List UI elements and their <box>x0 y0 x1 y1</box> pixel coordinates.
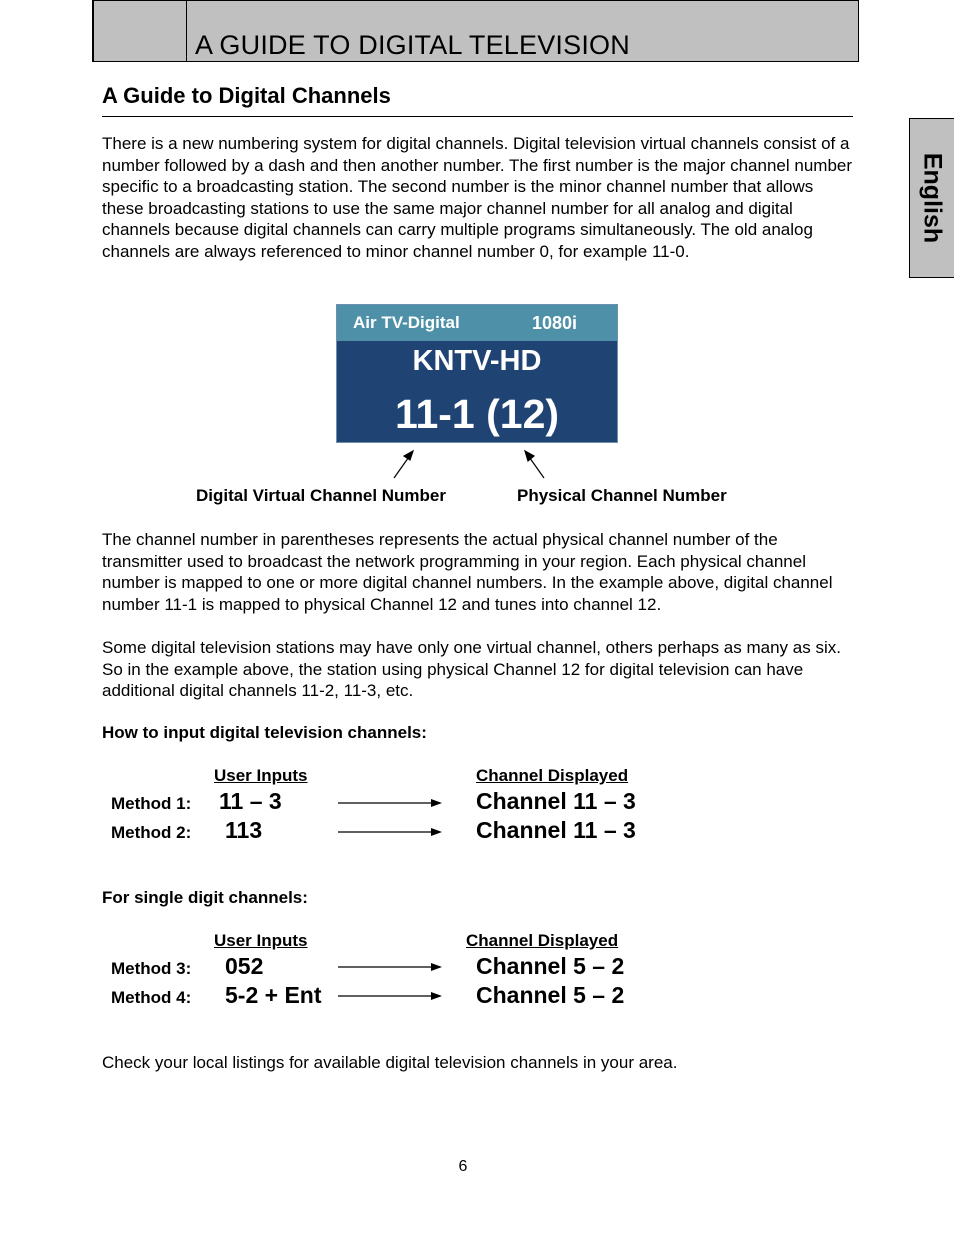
method-4-output: Channel 5 – 2 <box>476 982 625 1008</box>
virtual-pointer-head <box>404 451 413 460</box>
how-to-heading: How to input digital television channels: <box>102 723 427 742</box>
virtual-channel-paragraph: Some digital television stations may have only one virtual channel, others perhaps as many as six. So in the example above, the station using physical Channel 12 for digital television can have additional digital channels 11-2, 11-3, etc. <box>102 638 841 701</box>
physical-channel-paragraph: The channel number in parentheses represents the actual physical channel number of the transmitter used to broadcast the network programming in your region. Each physical channel number is mapped to one or more digital channel numbers. In the example above, digital channel number 11-1 is mapped to physical Channel 12 and tunes into channel 12. <box>102 530 833 614</box>
intro-paragraph: There is a new numbering system for digital channels. Digital television virtual channels consist of a number followed by a dash and then another number. The first number is the major channel number specific to a broadcasting station. The second number is the minor channel number that allows these broadcasting stations to use the same major channel number for all analog and digital channels because digital channels can carry multiple programs simultaneously. The old analog channels are always referenced to minor channel number 0, for example 11-0. <box>102 134 853 261</box>
single-user-inputs-header: User Inputs <box>214 931 308 950</box>
method-3-input: 052 <box>225 953 264 979</box>
method-2-arrow-icon <box>338 827 442 837</box>
closing-paragraph: Check your local listings for available digital television channels in your area. <box>102 1053 678 1072</box>
method-2-input: 113 <box>225 817 263 843</box>
method-4-label: Method 4: <box>111 988 192 1007</box>
physical-pointer-head <box>525 451 534 461</box>
method-1-input: 11 – 3 <box>219 788 282 814</box>
page-title: A GUIDE TO DIGITAL TELEVISION <box>195 30 630 60</box>
virtual-channel-caption: Digital Virtual Channel Number <box>196 486 447 505</box>
user-inputs-header: User Inputs <box>214 766 308 785</box>
method-3-label: Method 3: <box>111 959 192 978</box>
language-tab-label: English <box>918 152 947 244</box>
method-2-output: Channel 11 – 3 <box>476 817 636 843</box>
method-3-output: Channel 5 – 2 <box>476 953 625 979</box>
page-number: 6 <box>458 1158 468 1175</box>
method-1-label: Method 1: <box>111 794 192 813</box>
method-1-arrow-icon <box>338 798 442 808</box>
tv-station-name: KNTV-HD <box>412 345 542 377</box>
tv-resolution-label: 1080i <box>532 313 578 333</box>
single-digit-heading: For single digit channels: <box>102 888 308 907</box>
caption-pointers <box>0 0 954 520</box>
method-4-input: 5-2 + Ent <box>225 982 322 1008</box>
method-4-arrow-icon <box>338 991 442 1001</box>
physical-channel-caption: Physical Channel Number <box>517 486 727 505</box>
method-2-label: Method 2: <box>111 823 192 842</box>
channel-displayed-header: Channel Displayed <box>476 766 629 785</box>
section-title: A Guide to Digital Channels <box>102 83 391 108</box>
method-3-arrow-icon <box>338 962 442 972</box>
tv-channel-number: 11-1 (12) <box>394 391 560 437</box>
tv-source-label: Air TV-Digital <box>353 313 460 332</box>
single-channel-displayed-header: Channel Displayed <box>466 931 619 950</box>
method-1-output: Channel 11 – 3 <box>476 788 636 814</box>
